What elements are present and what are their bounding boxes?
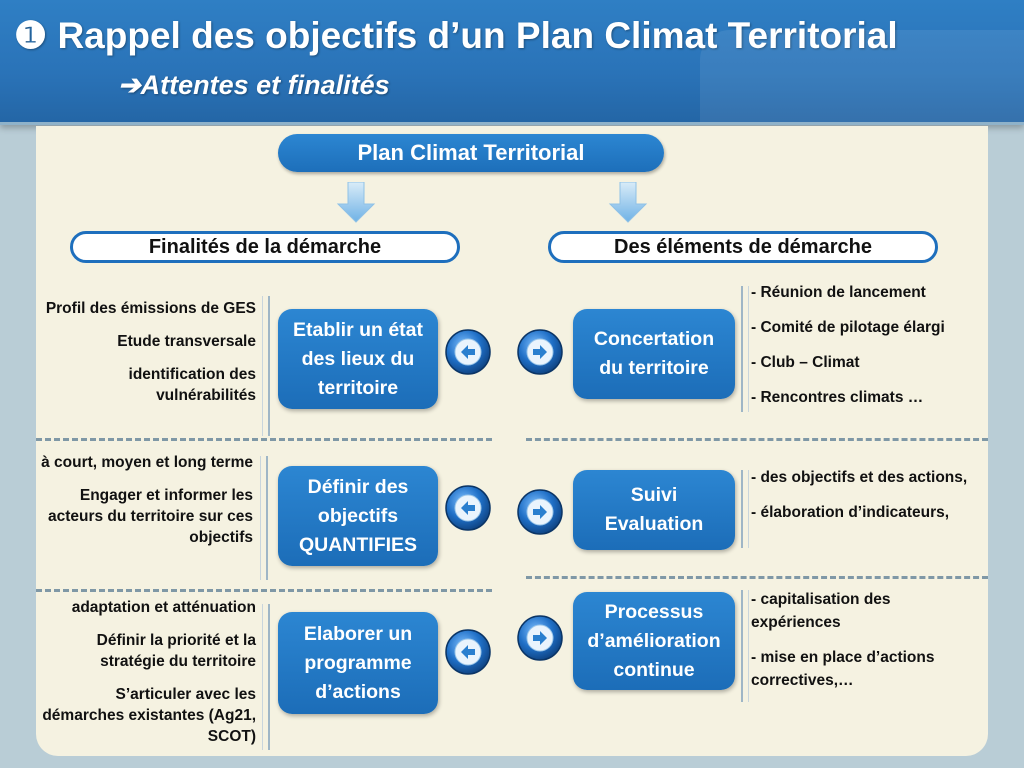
divider-bar (262, 604, 270, 750)
arrow-left-circle-icon (444, 328, 492, 376)
divider-bar (262, 296, 270, 436)
etat-des-lieux-box: Etablir un état des lieux du territoire (278, 309, 438, 409)
left-text-item: Engager et informer les acteurs du territoire sur ces objectifs (47, 487, 253, 546)
right-text-item: - capitalisation des expériences (751, 591, 891, 631)
arrow-left-circle-icon (444, 628, 492, 676)
right-text-group-2 (751, 466, 981, 536)
right-text-group-1 (751, 281, 981, 421)
left-text-group-1 (40, 298, 256, 418)
left-text-item: Définir la priorité et la stratégie du territoire (96, 632, 256, 670)
right-text-item: - Réunion de lancement (751, 284, 926, 301)
concertation-box: Concertation du territoire (573, 309, 735, 399)
arrow-right-circle-icon (516, 328, 564, 376)
left-text-item: Profil des émissions de GES (45, 300, 256, 317)
right-text-group-3 (751, 588, 981, 704)
page-title: ❶ Rappel des objectifs d’un Plan Climat Territorial (14, 15, 898, 56)
right-text-item: - des objectifs et des actions, (751, 469, 968, 486)
left-text-item: à court, moyen et long terme (41, 454, 253, 471)
row-separator (36, 589, 492, 592)
arrow-down-icon (608, 182, 648, 224)
left-text-item: Etude transversale (117, 333, 256, 350)
arrow-down-icon (336, 182, 376, 224)
left-text-item: identification des vulnérabilités (128, 366, 256, 404)
right-text-item: - Rencontres climats … (751, 389, 924, 406)
arrow-right-circle-icon (516, 614, 564, 662)
objectifs-box: Définir des objectifs QUANTIFIES (278, 466, 438, 566)
arrow-left-circle-icon (444, 484, 492, 532)
amelioration-continue-box: Processus d’amélioration continue (573, 592, 735, 690)
plan-climat-pill: Plan Climat Territorial (278, 134, 664, 172)
divider-bar (260, 456, 268, 580)
programme-actions-box: Elaborer un programme d’actions (278, 612, 438, 714)
finalites-header: Finalités de la démarche (70, 231, 460, 263)
left-text-group-2 (36, 452, 253, 560)
elements-header: Des éléments de démarche (548, 231, 938, 263)
left-text-item: adaptation et atténuation (71, 599, 256, 616)
arrow-right-circle-icon (516, 488, 564, 536)
left-text-item: S’articuler avec les démarches existantes (Ag21, SCOT) (42, 686, 256, 745)
page-subtitle: ➔Attentes et finalités (118, 70, 390, 100)
divider-bar (741, 590, 749, 702)
right-text-item: - mise en place d’actions correctives,… (751, 649, 935, 689)
divider-bar (741, 470, 749, 548)
right-text-item: - Club – Climat (751, 354, 860, 371)
row-separator (36, 438, 492, 441)
divider-bar (741, 286, 749, 412)
left-text-group-3 (40, 597, 256, 759)
header-banner (0, 0, 1024, 125)
suivi-evaluation-box: Suivi Evaluation (573, 470, 735, 550)
right-text-item: - Comité de pilotage élargi (751, 319, 945, 336)
row-separator (526, 576, 988, 579)
row-separator (526, 438, 988, 441)
right-text-item: - élaboration d’indicateurs, (751, 504, 950, 521)
